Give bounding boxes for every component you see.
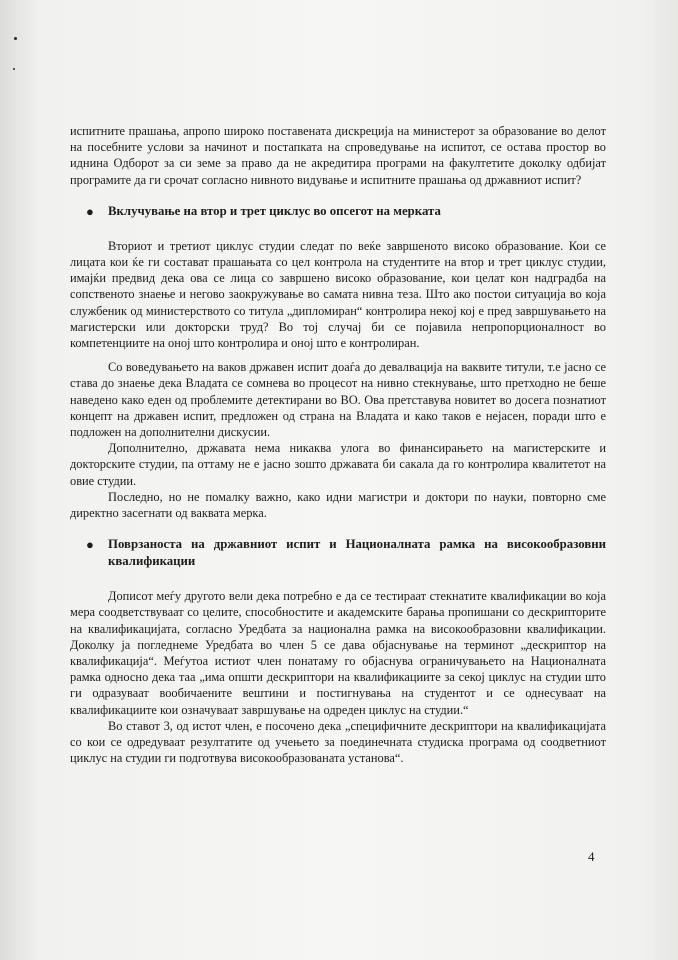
- paragraph: Дописот меѓу другото вели дека потребно е да се тестираат стекнатите квалификации во која мера соодветствуваат со целите, способностите и академските барања пропишани со дескрипторите на квалификацијата, согласно Уредбата за национална рамка на високообразовни квалификации. Доколку ја погледнеме Уредбата во член 5 се дава објаснување на терминот „дескриптор на квалификација“. Меѓутоа истиот член понатаму го објаснува ограничувањето на Националната рамка односно дека таа „има општи дескриптори на квалификациите за секој циклус на студии што ги одразуваат вообичаените вештини и постигнувања на студентот и се однесуваат на квалификациите кои означуваат завршување на одреден циклус на студии.“: [70, 589, 606, 717]
- paragraph: Дополнително, државата нема никаква улога во финансирањето на магистерските и докторските студии, па оттаму не е јасно зошто државата би сакала да го контролира квалитетот на овие студии.: [70, 441, 606, 488]
- paragraph-continuation: испитните прашања, апропо широко поставената дискреција на министерот за образование во делот на посебните услови за начинот и постапката на спроведување на испитот, се остава простор во иднина Одборот за си земе за право да не акредитира програми на факултетите доколку одбијат програмите да ги срочат согласно нивното видување и испитните прашања од државниот испит?: [70, 124, 606, 187]
- scan-speck: [14, 37, 17, 40]
- section-heading-text: Вклучување на втор и трет циклус во опсегот на мерката: [108, 203, 441, 218]
- paragraph: Вториот и третиот циклус студии следат по веќе завршеното високо образование. Кои се лицата кои ќе ги состават прашањата со цел контрола на студентите на втор и трет циклус студии, имајќи предвид дека ова се лица со завршено високо образование, кои целат кон надградба на сопственото знаење и негово заокружување во самата нивна теза. Што ако постои ситуација во која службеник од министерството со титула „дипломиран“ контролира некој кој е пред завршувањето на магистерски или докторски труд? Во тој случај би се појавила непропорционалност во компетенциите на оној што контролира и оној што е контролиран.: [70, 238, 606, 351]
- bullet-icon: ●: [86, 537, 94, 553]
- document-body: [70, 123, 606, 767]
- paragraph: Со воведувањето на ваков државен испит доаѓа до девалвација на ваквите титули, т.е јасно се става до знаење дека Владата се сомнева во процесот на нивно стекнување, што претходно не беше наведено како еден од проблемите детектирани во ВО. Ова претставува новитет во досега познатиот концепт на државен испит, предложен од страна на Владата и како таков е нејасен, поради што е подложен на дополнителни дискусии.: [70, 360, 606, 440]
- section-heading-text: Поврзаноста на државниот испит и Националната рамка на високообразовни квалификации: [108, 537, 606, 569]
- section-heading-framework: [70, 536, 606, 570]
- scan-speck: [13, 68, 15, 70]
- section-heading-cycles: [70, 203, 606, 220]
- paragraph: Во ставот 3, од истот член, е посочено дека „специфичните дескриптори на квалификацијата со кои се одредуваат резултатите од учењето за поединечната студиска програма од соодветниот циклус на студии ги подготвува високообразованата установа“.: [70, 718, 606, 766]
- bullet-icon: ●: [86, 203, 94, 219]
- paragraph: Последно, но не помалку важно, како идни магистри и доктори по науки, повторно сме директно засегнати од ваквата мерка.: [70, 489, 606, 521]
- page-number: 4: [588, 849, 595, 864]
